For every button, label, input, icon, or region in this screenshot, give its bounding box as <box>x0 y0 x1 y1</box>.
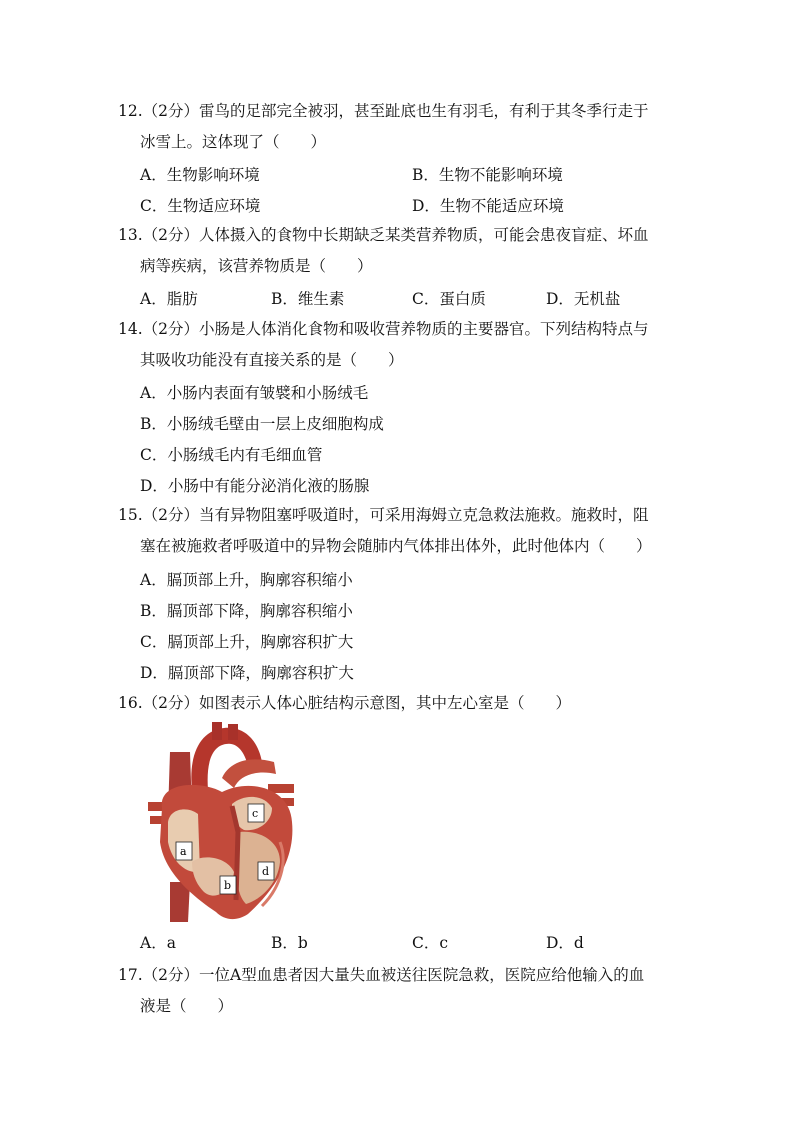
label-d: d <box>262 865 270 878</box>
question-16-option-a[interactable]: A．a <box>140 934 176 952</box>
question-15 <box>118 500 678 562</box>
question-16-stem-line1: 16.（2分）如图表示人体心脏结构示意图，其中左心室是（ ） <box>118 694 572 712</box>
question-12-stem-line2: 冰雪上。这体现了（ ） <box>140 133 327 151</box>
question-17 <box>118 960 678 1022</box>
question-15-option-b[interactable]: B．膈顶部下降，胸廓容积缩小 <box>140 602 353 620</box>
label-c: c <box>252 807 259 820</box>
question-14-stem-line1: 14.（2分）小肠是人体消化食物和吸收营养物质的主要器官。下列结构特点与 <box>118 320 649 338</box>
question-14-option-a[interactable]: A．小肠内表面有皱襞和小肠绒毛 <box>140 384 369 402</box>
question-12-option-c[interactable]: C．生物适应环境 <box>140 197 261 215</box>
question-14-option-c[interactable]: C．小肠绒毛内有毛细血管 <box>140 446 323 464</box>
question-15-stem-line1: 15.（2分）当有异物阻塞呼吸道时，可采用海姆立克急救法施救。施救时，阻 <box>118 506 649 524</box>
question-12-option-d[interactable]: D．生物不能适应环境 <box>412 197 564 215</box>
question-13-option-a[interactable]: A．脂肪 <box>140 290 198 308</box>
question-13-stem-line1: 13.（2分）人体摄入的食物中长期缺乏某类营养物质，可能会患夜盲症、坏血 <box>118 226 649 244</box>
question-13-option-c[interactable]: C．蛋白质 <box>412 290 486 308</box>
question-12-option-a[interactable]: A．生物影响环境 <box>140 166 260 184</box>
question-14-option-b[interactable]: B．小肠绒毛壁由一层上皮细胞构成 <box>140 415 384 433</box>
question-13-option-b[interactable]: B．维生素 <box>271 290 345 308</box>
question-13-stem-line2: 病等疾病，该营养物质是（ ） <box>140 257 373 275</box>
question-14-option-d[interactable]: D．小肠中有能分泌消化液的肠腺 <box>140 477 370 495</box>
question-16-option-b[interactable]: B．b <box>271 934 308 952</box>
artery-branch-2 <box>228 724 238 740</box>
pulmonary-artery-shape <box>222 759 276 788</box>
question-13-option-d[interactable]: D．无机盐 <box>546 290 621 308</box>
question-12-option-b[interactable]: B．生物不能影响环境 <box>412 166 563 184</box>
question-12-stem-line1: 12.（2分）雷鸟的足部完全被羽，甚至趾底也生有羽毛，有利于其冬季行走于 <box>118 102 649 120</box>
question-15-option-a[interactable]: A．膈顶部上升，胸廓容积缩小 <box>140 571 353 589</box>
question-14 <box>118 314 678 376</box>
question-15-option-d[interactable]: D．膈顶部下降，胸廓容积扩大 <box>140 664 354 682</box>
label-a: a <box>180 845 187 858</box>
question-15-option-c[interactable]: C．膈顶部上升，胸廓容积扩大 <box>140 633 354 651</box>
question-16-option-d[interactable]: D．d <box>546 934 584 952</box>
question-17-stem-line1: 17.（2分）一位A型血患者因大量失血被送往医院急救，医院应给他输入的血 <box>118 966 645 984</box>
question-16 <box>118 688 678 719</box>
question-12 <box>118 96 678 158</box>
question-13 <box>118 220 678 282</box>
question-17-stem-line2: 液是（ ） <box>140 997 234 1015</box>
artery-branch-1 <box>212 722 222 740</box>
question-16-option-c[interactable]: C．c <box>412 934 449 952</box>
label-b: b <box>224 879 232 892</box>
question-14-stem-line2: 其吸收功能没有直接关系的是（ ） <box>140 351 404 369</box>
heart-diagram <box>140 722 302 922</box>
question-15-stem-line2: 塞在被施救者呼吸道中的异物会随肺内气体排出体外，此时他体内（ ） <box>140 537 652 555</box>
